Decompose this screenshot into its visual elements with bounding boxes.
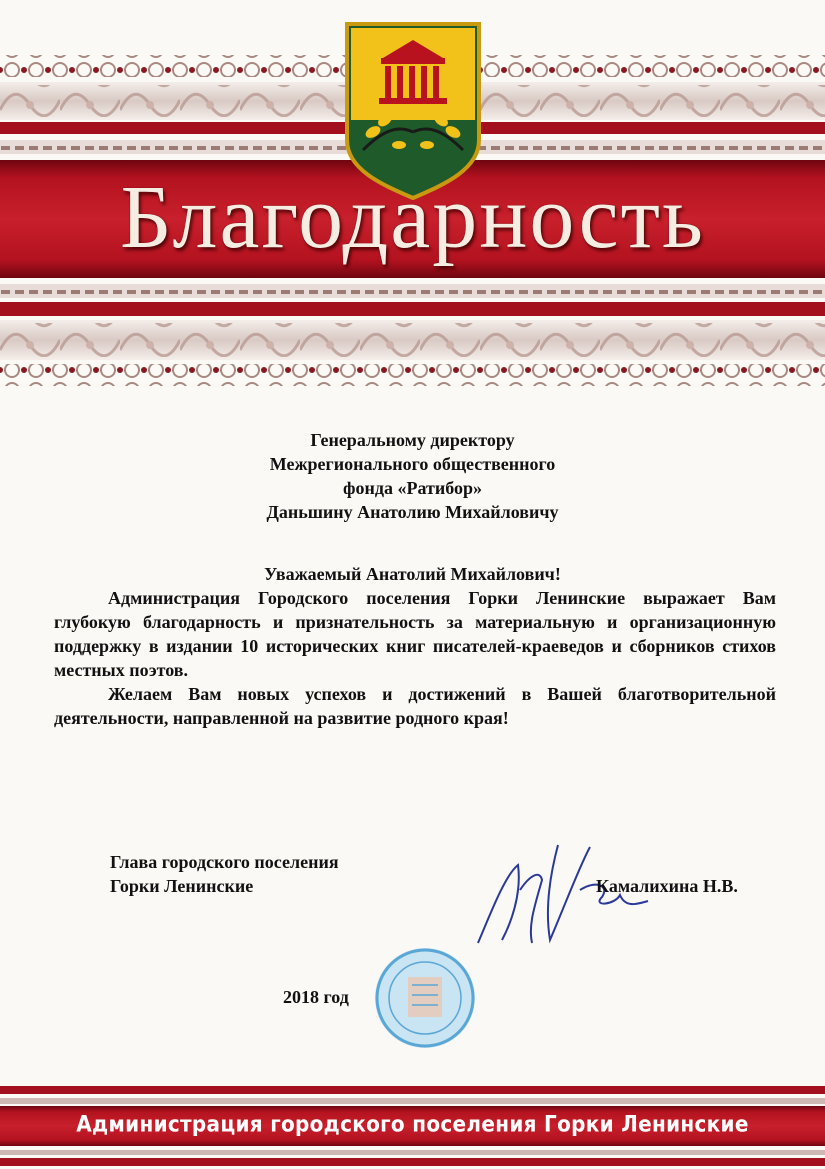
official-stamp xyxy=(372,945,478,1051)
letter-body xyxy=(54,586,776,730)
signatory-name: Камалихина Н.В. xyxy=(596,876,738,896)
recipient-line: фонда «Ратибор» xyxy=(343,478,482,498)
document-title: Благодарность xyxy=(120,168,705,267)
recipient-line: Даньшину Анатолию Михайловичу xyxy=(266,502,559,522)
body-paragraph: Администрация Городского поселения Горки Ленинские выражает Вам глубокую благодарность и признательность за материальную и организационную поддержку в издании 10 исторических книг писателей-краеведов и сборников стихов местных поэтов. xyxy=(54,588,776,680)
body-paragraph: Желаем Вам новых успехов и достижений в Вашей благотворительной деятельности, направленной на развитие родного края! xyxy=(54,684,776,728)
footer-organization-name: Администрация городского поселения Горки Ленинские xyxy=(76,1110,749,1138)
recipient-line: Генеральному директору xyxy=(310,430,515,450)
document-year: 2018 год xyxy=(283,987,349,1007)
signatory-position xyxy=(110,850,430,898)
recipient-block xyxy=(120,428,705,524)
position-line: Горки Ленинские xyxy=(110,876,254,896)
position-line: Глава городского поселения xyxy=(110,852,339,872)
salutation: Уважаемый Анатолий Михайлович! xyxy=(264,564,561,584)
recipient-line: Межрегионального общественного xyxy=(269,454,556,474)
